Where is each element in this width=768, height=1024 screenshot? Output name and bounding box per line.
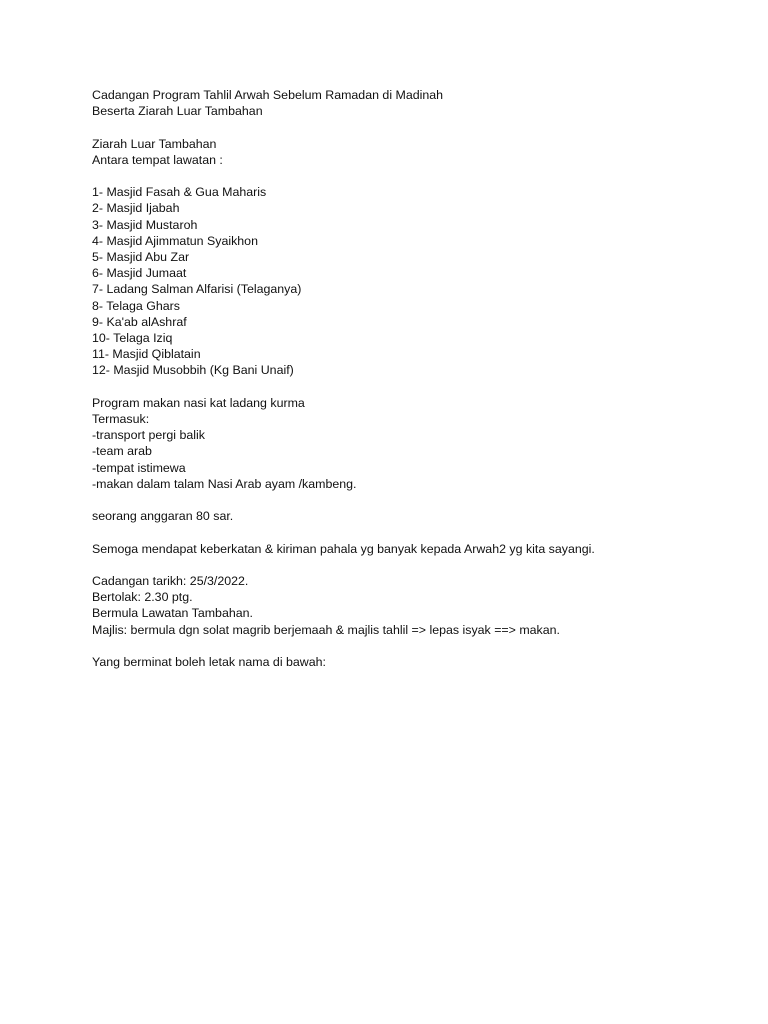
section-heading: Ziarah Luar Tambahan <box>92 136 217 151</box>
list-item: -transport pergi balik <box>92 428 205 443</box>
spacer <box>92 557 732 573</box>
spacer <box>92 379 732 395</box>
list-item: 5- Masjid Abu Zar <box>92 250 190 264</box>
cost-line: seorang anggaran 80 sar. <box>92 509 234 524</box>
list-item: 4- Masjid Ajimmatun Syaikhon <box>92 233 258 248</box>
departure-line: Bertolak: 2.30 ptg. <box>92 590 193 605</box>
list-item: 3- Masjid Mustaroh <box>92 217 198 232</box>
list-item: 10- Telaga Iziq <box>92 331 173 346</box>
meal-program: Program makan nasi kat ladang kurma <box>92 395 305 410</box>
spacer <box>92 638 732 654</box>
list-item: -team arab <box>92 444 152 459</box>
signup-line: Yang berminat boleh letak nama di bawah: <box>92 655 326 669</box>
list-item: -makan dalam talam Nasi Arab ayam /kambeng. <box>92 476 357 491</box>
date-line: Cadangan tarikh: 25/3/2022. <box>92 574 249 588</box>
list-item: 6- Masjid Jumaat <box>92 266 187 281</box>
list-item: 1- Masjid Fasah & Gua Maharis <box>92 185 267 200</box>
list-item: 2- Masjid Ijabah <box>92 201 180 216</box>
places-list <box>92 184 732 378</box>
list-item: -tempat istimewa <box>92 460 186 475</box>
list-item: 8- Telaga Ghars <box>92 298 180 313</box>
spacer <box>92 119 732 135</box>
list-item: 12- Masjid Musobbih (Kg Bani Unaif) <box>92 363 294 378</box>
includes-list <box>92 427 732 492</box>
majlis-line: Majlis: bermula dgn solat magrib berjemaah & majlis tahlil => lepas isyak ==> makan. <box>92 622 560 637</box>
places-intro: Antara tempat lawatan : <box>92 152 223 167</box>
spacer <box>92 524 732 540</box>
list-item: 9- Ka'ab alAshraf <box>92 314 187 329</box>
spacer <box>92 492 732 508</box>
spacer <box>92 168 732 184</box>
start-line: Bermula Lawatan Tambahan. <box>92 606 253 621</box>
document-body <box>92 87 732 670</box>
list-item: 7- Ladang Salman Alfarisi (Telaganya) <box>92 282 302 297</box>
list-item: 11- Masjid Qiblatain <box>92 347 201 362</box>
title-line-2: Beserta Ziarah Luar Tambahan <box>92 104 263 119</box>
includes-label: Termasuk: <box>92 412 150 427</box>
title-line-1: Cadangan Program Tahlil Arwah Sebelum Ramadan di Madinah <box>92 88 444 102</box>
blessing-line: Semoga mendapat keberkatan & kiriman pahala yg banyak kepada Arwah2 yg kita sayangi. <box>92 541 595 556</box>
